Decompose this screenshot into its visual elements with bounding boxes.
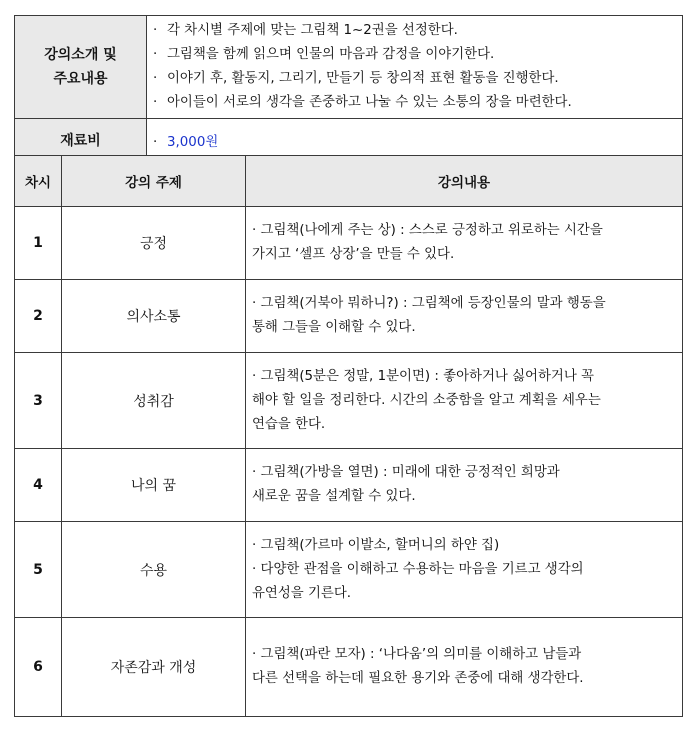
fee-bullet: · <box>153 135 158 150</box>
course-info-table <box>14 15 683 163</box>
intro-item <box>153 19 676 43</box>
session-topic: 긍정 <box>62 207 246 280</box>
session-number: 6 <box>15 618 62 717</box>
header-session: 차시 <box>15 156 62 207</box>
session-content <box>246 280 683 353</box>
header-topic: 강의 주제 <box>62 156 246 207</box>
session-content-line: 새로운 꿈을 설계할 수 있다. <box>252 489 416 504</box>
session-topic: 의사소통 <box>62 280 246 353</box>
intro-row <box>15 16 683 119</box>
session-content-line: 연습을 한다. <box>252 416 326 432</box>
session-number: 3 <box>15 353 62 449</box>
session-content-line: 유연성을 기른다. <box>252 585 352 601</box>
intro-label <box>15 16 147 119</box>
session-row <box>15 207 683 280</box>
intro-item <box>153 91 676 115</box>
intro-item-bullet: · <box>153 47 158 62</box>
session-content <box>246 353 683 449</box>
session-content-line: · 그림책(5분은 정말, 1분이면) : 좋아하거나 싫어하거나 꼭 <box>252 368 594 384</box>
session-content-line: · 그림책(가르마 이발소, 할머니의 하얀 집) <box>252 537 500 553</box>
intro-item <box>153 43 676 67</box>
intro-item <box>153 67 676 91</box>
session-row <box>15 449 683 522</box>
session-row <box>15 618 683 717</box>
session-body <box>15 207 683 717</box>
session-row <box>15 522 683 618</box>
session-topic: 수용 <box>62 522 246 618</box>
session-number: 1 <box>15 207 62 280</box>
session-table-header <box>15 156 683 207</box>
fee-value: 3,000원 <box>167 135 219 150</box>
session-content-line: · 그림책(나에게 주는 상) : 스스로 긍정하고 위로하는 시간을 <box>252 223 603 238</box>
session-content-line: 해야 할 일을 정리한다. 시간의 소중함을 알고 계획을 세우는 <box>252 392 601 408</box>
header-content: 강의내용 <box>246 156 683 207</box>
intro-item-text: 그림책을 함께 읽으며 인물의 마음과 감정을 이야기한다. <box>167 47 495 62</box>
intro-item-bullet: · <box>153 71 158 86</box>
session-topic: 자존감과 개성 <box>62 618 246 717</box>
intro-content <box>147 16 683 119</box>
intro-label-line2: 주요내용 <box>53 71 108 87</box>
intro-list <box>147 16 682 118</box>
session-number: 2 <box>15 280 62 353</box>
session-row <box>15 353 683 449</box>
fee-label: 재료비 <box>15 119 147 163</box>
session-content-line: 통해 그들을 이해할 수 있다. <box>252 320 416 335</box>
session-content-line: · 다양한 관점을 이해하고 수용하는 마음을 기르고 생각의 <box>252 561 584 577</box>
session-table <box>14 155 683 717</box>
session-content <box>246 618 683 717</box>
session-content-line: 가지고 ‘셀프 상장’을 만들 수 있다. <box>252 247 455 262</box>
session-row <box>15 280 683 353</box>
session-topic: 성취감 <box>62 353 246 449</box>
session-content-line: · 그림책(파란 모자) : ‘나다움’의 의미를 이해하고 남들과 <box>252 647 582 662</box>
session-content-line: · 그림책(가방을 열면) : 미래에 대한 긍정적인 희망과 <box>252 465 560 480</box>
session-content-line: · 그림책(거북아 뭐하니?) : 그림책에 등장인물의 말과 행동을 <box>252 296 606 311</box>
session-number: 5 <box>15 522 62 618</box>
session-content <box>246 522 683 618</box>
session-topic: 나의 꿈 <box>62 449 246 522</box>
intro-item-text: 이야기 후, 활동지, 그리기, 만들기 등 창의적 표현 활동을 진행한다. <box>167 71 559 86</box>
intro-item-bullet: · <box>153 95 158 110</box>
session-content <box>246 449 683 522</box>
session-content-line: 다른 선택을 하는데 필요한 용기와 존중에 대해 생각한다. <box>252 671 584 686</box>
intro-label-line1: 강의소개 및 <box>44 47 117 63</box>
session-content <box>246 207 683 280</box>
intro-item-text: 각 차시별 주제에 맞는 그림책 1~2권을 선정한다. <box>167 23 458 38</box>
intro-item-bullet: · <box>153 23 158 38</box>
session-number: 4 <box>15 449 62 522</box>
intro-item-text: 아이들이 서로의 생각을 존중하고 나눌 수 있는 소통의 장을 마련한다. <box>167 95 572 110</box>
